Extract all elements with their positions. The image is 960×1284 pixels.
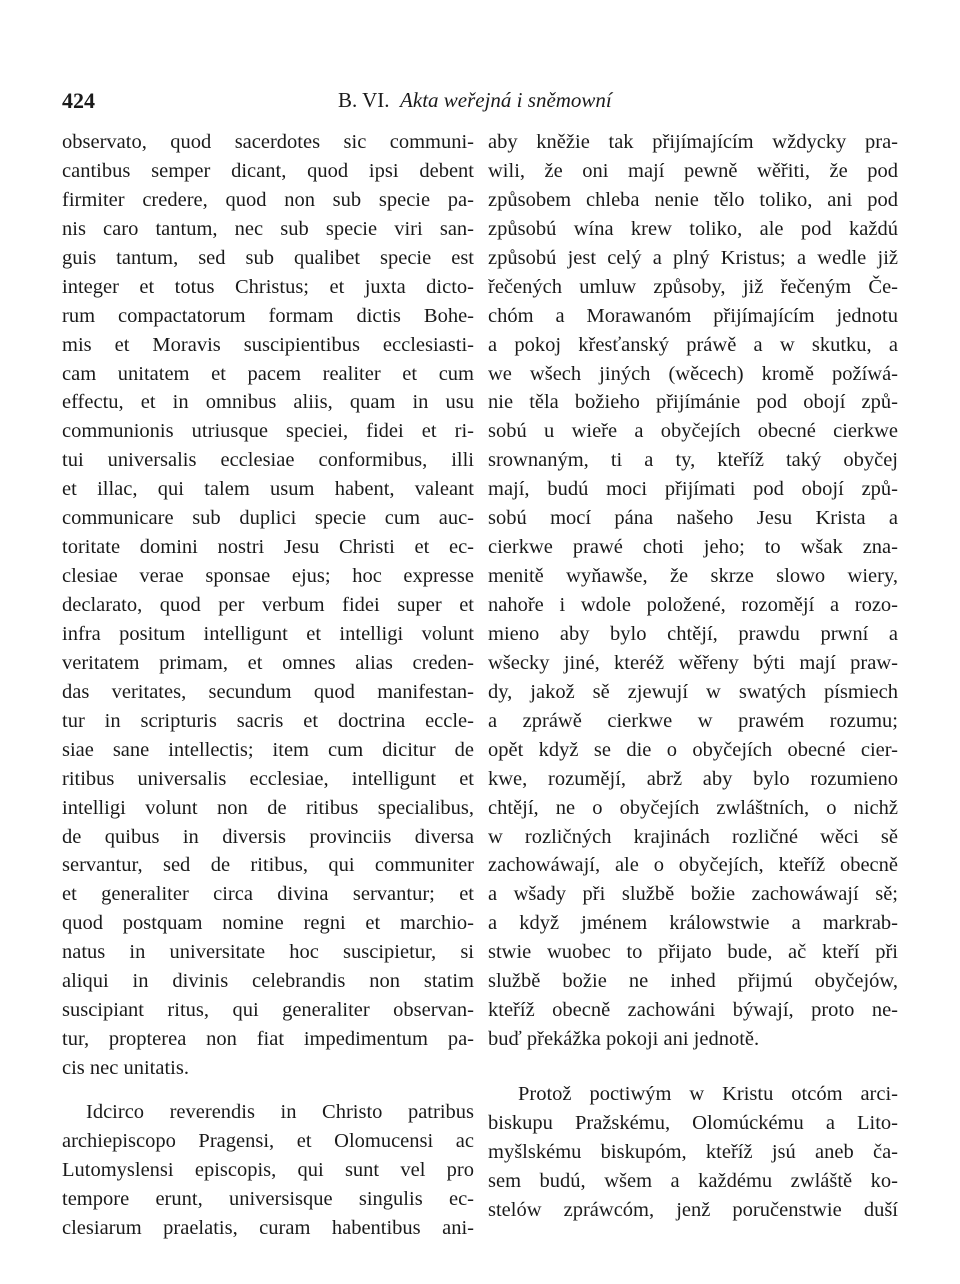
text-line: suscipiant ritus, qui generaliter observan- xyxy=(62,999,474,1022)
text-line: et illac, qui talem usum habent, valeant xyxy=(62,478,474,501)
text-line: integer et totus Christus; et juxta dicto- xyxy=(62,275,474,298)
text-line: aliqui in divinis celebrandis non statim xyxy=(62,970,474,993)
text-line: mis et Moravis suscipientibus ecclesiasti- xyxy=(62,333,474,356)
text-line: srownaným, ti a ty, kteříž taký obyčej xyxy=(488,449,898,472)
text-line: a wšady při službě božie zachowáwají sě; xyxy=(488,883,898,906)
text-line: tur in scripturis sacris et doctrina eccle- xyxy=(62,709,474,732)
text-line: wšecky jiné, kteréž wěřeny býti mají praw- xyxy=(488,651,898,674)
text-line: nis caro tantum, nec sub specie viri san- xyxy=(62,217,474,240)
text-line: wili, že oni mají pewně wěřiti, že pod xyxy=(488,159,898,182)
text-line: rum compactatorum formam dictis Bohe- xyxy=(62,304,474,327)
text-line: das veritates, secundum quod manifestan- xyxy=(62,680,474,703)
text-line: declarato, quod per verbum fidei super et xyxy=(62,594,474,616)
text-line: zachowáwají, ale o obyčejích, kteříž obecně xyxy=(488,854,898,877)
text-line: menitě wyňawše, že skrze slowo wiery, xyxy=(488,565,898,588)
page-number: 424 xyxy=(62,88,95,113)
text-line: clesiae verae sponsae ejus; hoc expresse xyxy=(62,565,474,588)
text-line: nie těla božieho přijímánie pod obojí způ- xyxy=(488,391,898,414)
text-line: způsobú jest celý a plný Kristus; a wedle již xyxy=(488,246,898,269)
text-line: stwie wuobec to přijato bude, ač kteří při xyxy=(488,941,898,964)
text-line: mieno aby bylo chtějí, prawdu prwní a xyxy=(488,622,898,645)
text-line: myšlskému biskupóm, kteříž jsú aneb ča- xyxy=(488,1140,898,1163)
text-line: de quibus in diversis provinciis diversa xyxy=(62,825,474,848)
text-line: dy, jakož sě zjewují w swatých písmiech xyxy=(488,680,898,703)
text-line: cam unitatem et pacem realiter et cum xyxy=(62,362,474,385)
text-line: cantibus semper dicant, quod ipsi debent xyxy=(62,159,474,182)
text-line: opět když se die o obyčejích obecné cier- xyxy=(488,738,898,761)
text-line: Protož poctiwým w Kristu otcóm arci- xyxy=(518,1083,898,1105)
text-line: sobú mocí pána našeho Jesu Krista a xyxy=(488,507,898,530)
text-line: ritibus universalis ecclesiae, intelligunt et xyxy=(62,767,474,790)
text-line: stelów zpráwcóm, jenž poručenstwie duší xyxy=(488,1198,898,1221)
text-line: a pokoj křesťanský práwě a w skutku, a xyxy=(488,333,898,356)
text-line: firmiter credere, quod non sub specie pa- xyxy=(62,188,474,211)
text-line: communionis utriusque speciei, fidei et ri- xyxy=(62,420,474,443)
text-line: natus in universitate hoc suscipietur, si xyxy=(62,941,474,964)
latin-paragraph-1 xyxy=(62,128,474,1083)
text-line: aby kněžie tak přijímajícím wždycky pra- xyxy=(488,131,898,153)
paragraph-gap xyxy=(488,1054,898,1080)
running-head-title: Akta weřejná i sněmowní xyxy=(400,88,612,112)
text-line: a když jménem králowstwie a markrab- xyxy=(488,912,898,935)
text-line: guis tantum, sed sub qualibet specie est xyxy=(62,246,474,269)
text-line: Lutomyslensi episcopis, qui sunt vel pro xyxy=(62,1158,474,1181)
text-line: veritatem primam, et omnes alias creden- xyxy=(62,651,474,674)
text-line: communicare sub duplici specie cum auc- xyxy=(62,507,474,530)
text-line: infra positum intelligunt et intelligi volunt xyxy=(62,622,474,645)
text-line: intelligi volunt non de ritibus specialibus, xyxy=(62,796,474,819)
text-line: kteříž obecně zachowáni býwají, proto ne- xyxy=(488,999,898,1022)
czech-column xyxy=(488,128,898,1225)
text-line: službě božie ne inhed přijmú obyčejów, xyxy=(488,970,898,993)
text-line: clesiarum praelatis, curam habentibus ani- xyxy=(62,1216,474,1239)
text-line: quod postquam nomine regni et marchio- xyxy=(62,912,474,935)
text-line: mají, budú moci přijímati pod obojí způ- xyxy=(488,478,898,501)
latin-paragraph-2 xyxy=(62,1098,474,1243)
text-line: tui universalis ecclesiae conformibus, illi xyxy=(62,449,474,472)
text-line: servantur, sed de ritibus, qui communiter xyxy=(62,854,474,877)
text-line: řečených umluw způsoby, již řečeným Če- xyxy=(488,275,898,298)
text-line: buď překážka pokoji ani jednotě. xyxy=(488,1028,760,1051)
text-line: nahoře i wdole položené, rozomějí a rozo- xyxy=(488,594,898,616)
text-line: tur, propterea non fiat impedimentum pa- xyxy=(62,1028,474,1051)
text-line: tempore erunt, universisque singulis ec- xyxy=(62,1187,474,1210)
text-line: sem budú, wšem a každému zwláště ko- xyxy=(488,1169,898,1192)
text-line: způsobem chleba nenie tělo toliko, ani pod xyxy=(488,188,898,211)
czech-paragraph-1 xyxy=(488,128,898,1054)
text-line: Idcirco reverendis in Christo patribus xyxy=(86,1100,474,1123)
text-line: we wšech jiných (wěcech) kromě požíwá- xyxy=(488,362,898,385)
text-line: siae sane intellectis; item cum dicitur de xyxy=(62,738,474,761)
text-line: a zpráwě cierkwe w prawém rozumu; xyxy=(488,709,898,732)
text-line: způsobú wína krew toliko, ale pod každú xyxy=(488,217,898,240)
text-line: biskupu Pražskému, Olomúckému a Lito- xyxy=(488,1111,898,1134)
text-line: effectu, et in omnibus aliis, quam in usu xyxy=(62,391,474,414)
text-line: sobú u wieře a obyčejích obecné cierkwe xyxy=(488,420,898,443)
text-line: w rozličných krajinách rozličné wěci sě xyxy=(488,825,898,848)
text-line: cis nec unitatis. xyxy=(62,1057,189,1079)
text-line: archiepiscopo Pragensi, et Olomucensi ac xyxy=(62,1129,474,1152)
text-line: cierkwe prawé choti jeho; to wšak zna- xyxy=(488,536,898,559)
text-line: observato, quod sacerdotes sic communi- xyxy=(62,131,474,153)
text-line: toritate domini nostri Jesu Christi et ec- xyxy=(62,536,474,559)
latin-column xyxy=(62,128,474,1243)
text-line: et generaliter circa divina servantur; et xyxy=(62,883,474,906)
page-header xyxy=(0,88,960,118)
text-line: kwe, rozumějí, abrž aby bylo rozumieno xyxy=(488,767,898,790)
text-line: chtějí, ne o obyčejích zwláštních, o nichž xyxy=(488,796,898,819)
text-line: chóm a Morawanóm přijímajícím jednotu xyxy=(488,304,898,327)
running-head xyxy=(338,88,612,113)
czech-paragraph-2 xyxy=(488,1080,898,1225)
paragraph-gap xyxy=(62,1083,474,1098)
running-head-prefix: B. VI. xyxy=(338,88,390,112)
